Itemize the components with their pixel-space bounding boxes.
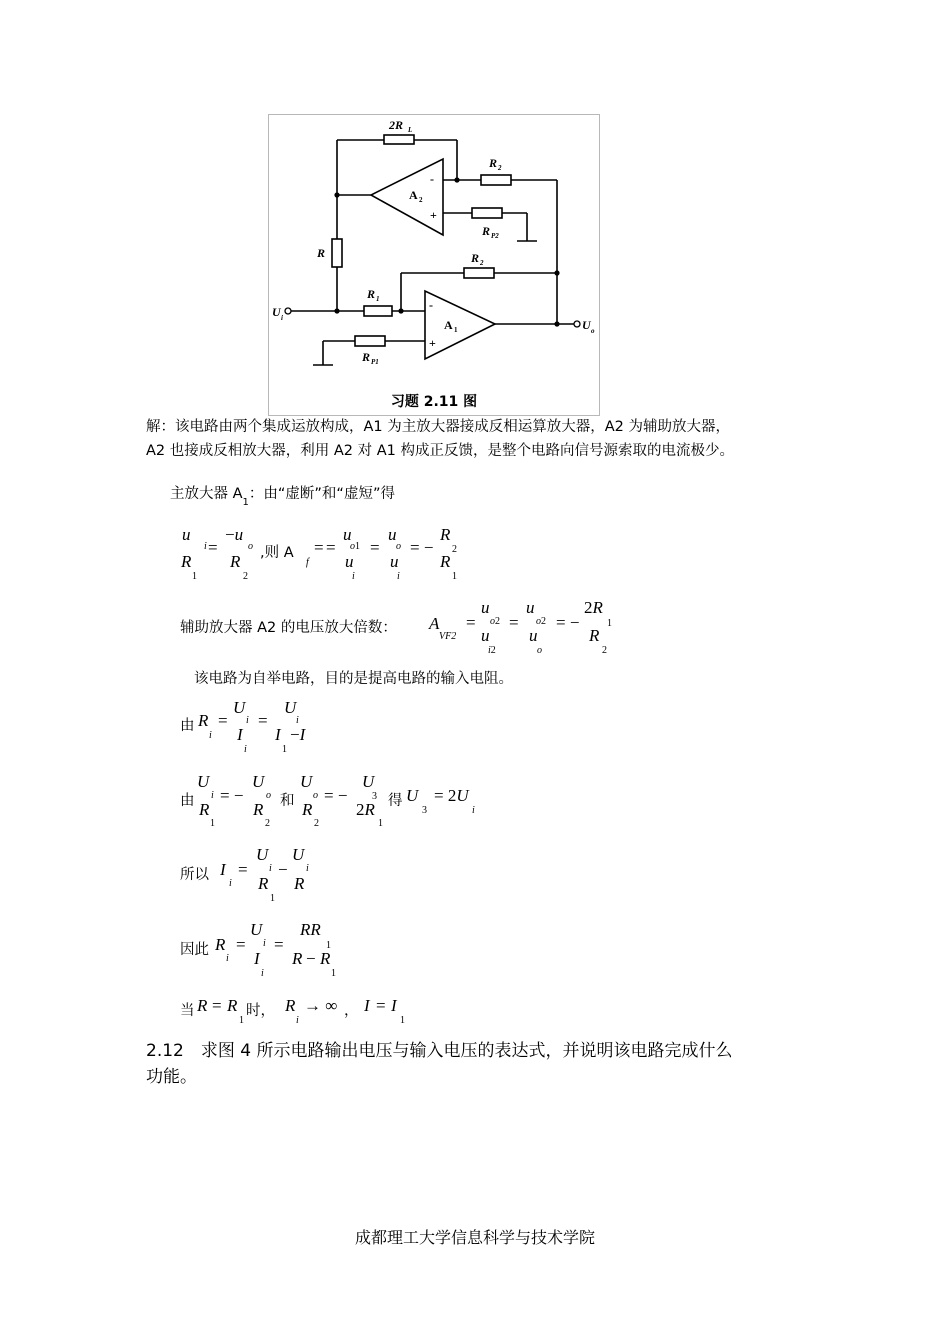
problem-line-2: 功能。 xyxy=(146,1067,197,1087)
svg-text:-: - xyxy=(429,298,433,312)
page-footer: 成都理工大学信息科学与技术学院 xyxy=(354,1228,595,1247)
svg-text:+: + xyxy=(430,208,437,222)
label-rp2: R xyxy=(482,224,491,238)
equation-condition: 当 R = R 1 时， R i → ∞ ， I = I 1 xyxy=(180,996,405,1026)
bootstrap-text: 该电路为自举电路，目的是提高电路的输入电阻。 xyxy=(194,671,513,687)
intro-line-2: A2 也接成反相放大器，利用 A2 对 A1 构成正反馈，是整个电路向信号源索取的电流极少。 xyxy=(146,443,734,459)
equation-ri-2: 因此 R i = U i I i = RR 1 R − R 1 xyxy=(180,920,336,979)
intro-line-1: 解：该电路由两个集成运放构成，A1 为主放大器接成反相运算放大器，A2 为辅助放大器， xyxy=(146,419,731,435)
svg-text:1: 1 xyxy=(376,295,380,303)
figure-caption: 习题 2.11 图 xyxy=(390,394,478,410)
label-2rl: 2R xyxy=(389,118,404,132)
equation-ri-1: 由 R i = U i I i = U i I 1 −I xyxy=(180,698,306,755)
equation-gain-a1: u i R 1 = −u o R 2 ,则 A f = = u o1 u i = u o u i = − R 2 R 1 xyxy=(181,525,457,582)
label-r: R xyxy=(317,246,326,260)
eq2-label: 辅助放大器 A2 的电压放大倍数： xyxy=(180,620,397,636)
label-uo: U xyxy=(582,318,591,332)
svg-text:-: - xyxy=(430,172,434,186)
equation-u3: 由 U i R 1 = − U o R 2 和 U o R 2 = − U 3 2R 1 得 U 3 = 2U i xyxy=(180,772,475,829)
label-rp1: R xyxy=(362,350,371,364)
label-r1: R xyxy=(367,287,376,301)
problem-line-1: 2.12 求图 4 所示电路输出电压与输入电压的表达式，并说明该电路完成什么 xyxy=(146,1041,733,1061)
svg-text:o: o xyxy=(591,327,595,335)
circuit-figure xyxy=(268,114,600,416)
circuit-diagram xyxy=(269,115,599,415)
svg-text:1: 1 xyxy=(454,326,458,334)
equation-gain-a2: A VF2 = u o2 u i2 = u o2 u o = − 2R 1 R 2 xyxy=(429,598,612,656)
svg-text:2: 2 xyxy=(480,259,484,267)
label-r2-top: R xyxy=(489,156,498,170)
svg-text:P1: P1 xyxy=(371,358,379,366)
svg-text:+: + xyxy=(429,336,436,350)
label-ui: U xyxy=(272,305,281,319)
main-amp-text: 主放大器 $A_1$：由“虚断”和“虚短”得 xyxy=(170,486,395,508)
equation-ii: 所以 I i = U i R 1 − U i R xyxy=(180,845,309,904)
svg-text:L: L xyxy=(408,126,413,134)
label-a1: A xyxy=(444,318,453,332)
svg-text:i: i xyxy=(281,314,283,322)
label-a2: A xyxy=(409,188,418,202)
svg-text:2: 2 xyxy=(419,196,423,204)
svg-text:2: 2 xyxy=(498,164,502,172)
svg-text:P2: P2 xyxy=(491,232,499,240)
label-r2-mid: R xyxy=(471,251,480,265)
